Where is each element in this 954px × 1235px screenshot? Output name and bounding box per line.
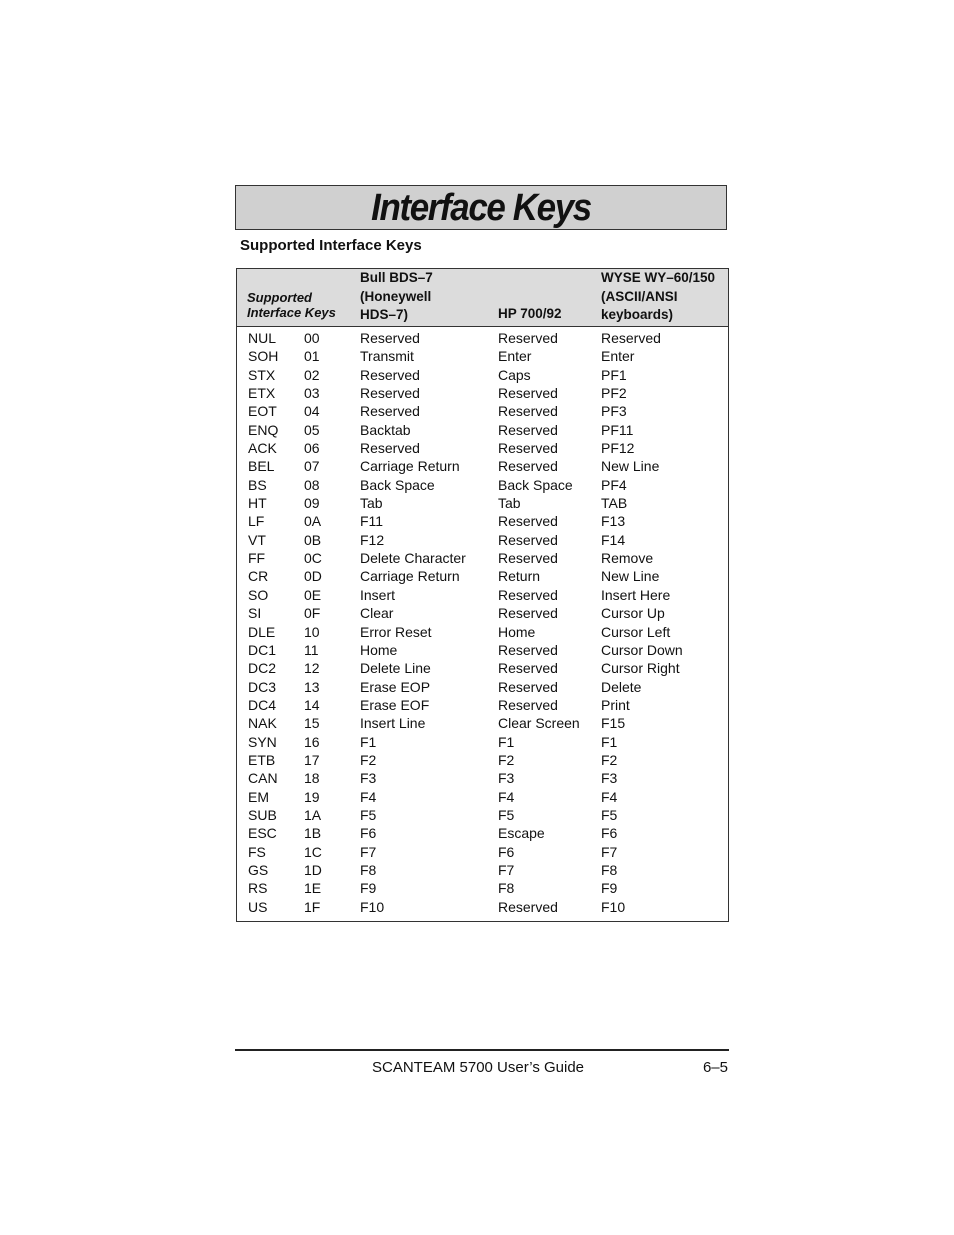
table-row xyxy=(237,494,728,512)
cell-control-code: EOT xyxy=(248,403,277,420)
cell-control-code: FS xyxy=(248,843,266,860)
cell-wyse-key: PF2 xyxy=(601,385,627,402)
table-row xyxy=(237,439,728,457)
cell-hp-key: Reserved xyxy=(498,385,558,402)
cell-wyse-key: Cursor Down xyxy=(601,641,683,658)
cell-wyse-key: PF12 xyxy=(601,440,635,457)
cell-control-code: SYN xyxy=(248,733,277,750)
cell-wyse-key: PF1 xyxy=(601,366,627,383)
cell-hp-key: F6 xyxy=(498,843,515,860)
cell-hex-value: 10 xyxy=(304,623,320,640)
cell-wyse-key: TAB xyxy=(601,495,628,512)
cell-hex-value: 16 xyxy=(304,733,320,750)
cell-wyse-key: F10 xyxy=(601,898,626,915)
cell-wyse-key: Delete xyxy=(601,678,642,695)
cell-wyse-key: F14 xyxy=(601,531,626,548)
cell-hp-key: Reserved xyxy=(498,898,558,915)
cell-hex-value: 13 xyxy=(304,678,320,695)
header-hp-700-92: HP 700/92 xyxy=(498,306,562,321)
cell-bull-key: Reserved xyxy=(360,330,420,346)
table-row xyxy=(237,769,728,787)
table-row xyxy=(237,678,728,696)
header-wyse-line: keyboards) xyxy=(601,307,674,322)
cell-bull-key: F7 xyxy=(360,843,377,860)
cell-control-code: DC1 xyxy=(248,641,277,658)
cell-hp-key: Reserved xyxy=(498,421,558,438)
cell-hp-key: Home xyxy=(498,623,536,640)
table-row xyxy=(237,512,728,530)
cell-bull-key: Error Reset xyxy=(360,623,432,640)
cell-hex-value: 1B xyxy=(304,825,322,842)
cell-wyse-key: F7 xyxy=(601,843,618,860)
cell-bull-key: Transmit xyxy=(360,348,414,365)
cell-bull-key: F8 xyxy=(360,861,377,878)
table-row xyxy=(237,531,728,549)
table-row xyxy=(237,898,728,916)
cell-hp-key: Reserved xyxy=(498,696,558,713)
cell-hex-value: 1E xyxy=(304,880,322,897)
cell-wyse-key: F2 xyxy=(601,751,618,768)
cell-hp-key: Caps xyxy=(498,366,531,383)
cell-wyse-key: F13 xyxy=(601,513,626,530)
header-keys-line: Supported xyxy=(247,290,312,305)
cell-wyse-key: New Line xyxy=(601,568,660,585)
cell-control-code: CAN xyxy=(248,770,278,787)
cell-bull-key: Reserved xyxy=(360,385,420,402)
cell-control-code: ACK xyxy=(248,440,277,457)
interface-keys-table xyxy=(236,268,729,922)
table-row xyxy=(237,696,728,714)
cell-wyse-key: Cursor Left xyxy=(601,623,671,640)
table-row xyxy=(237,586,728,604)
table-row xyxy=(237,421,728,439)
table-row xyxy=(237,806,728,824)
page-title: Interface Keys xyxy=(371,187,591,229)
table-row xyxy=(237,347,728,365)
cell-hex-value: 18 xyxy=(304,770,320,787)
cell-bull-key: Reserved xyxy=(360,440,420,457)
cell-control-code: ETB xyxy=(248,751,276,768)
cell-control-code: ESC xyxy=(248,825,277,842)
header-bull-line: Bull BDS–7 xyxy=(360,270,433,285)
cell-hex-value: 05 xyxy=(304,421,320,438)
table-header xyxy=(237,269,728,327)
cell-hex-value: 14 xyxy=(304,696,320,713)
cell-hex-value: 1C xyxy=(304,843,322,860)
cell-bull-key: Carriage Return xyxy=(360,458,460,475)
cell-bull-key: F1 xyxy=(360,733,377,750)
header-bull-line: HDS–7) xyxy=(360,307,409,322)
cell-bull-key: F11 xyxy=(360,513,384,530)
header-keys-line: Interface Keys xyxy=(247,305,336,320)
cell-control-code: RS xyxy=(248,880,268,897)
page-title-box xyxy=(235,185,727,230)
cell-hex-value: 0D xyxy=(304,568,322,585)
cell-wyse-key: PF4 xyxy=(601,476,627,493)
cell-hex-value: 09 xyxy=(304,495,320,512)
cell-hp-key: Reserved xyxy=(498,550,558,567)
cell-wyse-key: Enter xyxy=(601,348,635,365)
cell-hex-value: 08 xyxy=(304,476,320,493)
cell-bull-key: Back Space xyxy=(360,476,435,493)
cell-control-code: FF xyxy=(248,550,266,567)
cell-hp-key: Reserved xyxy=(498,403,558,420)
table-row xyxy=(237,329,728,347)
cell-bull-key: F6 xyxy=(360,825,377,842)
cell-wyse-key: Remove xyxy=(601,550,654,567)
cell-wyse-key: Print xyxy=(601,696,630,713)
cell-bull-key: Delete Line xyxy=(360,660,431,677)
cell-bull-key: Insert Line xyxy=(360,715,426,732)
cell-bull-key: Carriage Return xyxy=(360,568,460,585)
cell-bull-key: F4 xyxy=(360,788,377,805)
header-wyse-line: WYSE WY–60/150 xyxy=(601,270,716,285)
cell-wyse-key: PF11 xyxy=(601,421,634,438)
cell-hp-key: Reserved xyxy=(498,641,558,658)
cell-wyse-key: Reserved xyxy=(601,330,661,346)
table-row xyxy=(237,366,728,384)
cell-hex-value: 03 xyxy=(304,385,320,402)
cell-bull-key: F12 xyxy=(360,531,385,548)
cell-hex-value: 17 xyxy=(304,751,320,768)
cell-hp-key: Tab xyxy=(498,495,521,512)
cell-hp-key: F8 xyxy=(498,880,515,897)
cell-hp-key: Reserved xyxy=(498,605,558,622)
cell-wyse-key: F15 xyxy=(601,715,626,732)
cell-hp-key: F3 xyxy=(498,770,515,787)
table-row xyxy=(237,788,728,806)
cell-hex-value: 0A xyxy=(304,513,322,530)
cell-control-code: GS xyxy=(248,861,269,878)
cell-hex-value: 06 xyxy=(304,440,320,457)
cell-hex-value: 00 xyxy=(304,330,320,346)
cell-hex-value: 19 xyxy=(304,788,320,805)
cell-wyse-key: F8 xyxy=(601,861,618,878)
cell-bull-key: Backtab xyxy=(360,421,411,438)
table-row xyxy=(237,659,728,677)
table-row xyxy=(237,402,728,420)
cell-wyse-key: F9 xyxy=(601,880,618,897)
cell-control-code: SO xyxy=(248,586,269,603)
cell-control-code: DC3 xyxy=(248,678,277,695)
cell-bull-key: Reserved xyxy=(360,403,420,420)
table-row xyxy=(237,476,728,494)
cell-hex-value: 0C xyxy=(304,550,322,567)
cell-hp-key: Reserved xyxy=(498,440,558,457)
table-row xyxy=(237,714,728,732)
table-row xyxy=(237,623,728,641)
cell-hex-value: 12 xyxy=(304,660,320,677)
cell-hex-value: 02 xyxy=(304,366,320,383)
cell-hp-key: Reserved xyxy=(498,678,558,695)
table-body xyxy=(237,329,728,916)
cell-hp-key: F5 xyxy=(498,806,515,823)
footer-page-number: 6–5 xyxy=(702,1059,728,1076)
cell-hp-key: F7 xyxy=(498,861,515,878)
cell-hp-key: Enter xyxy=(498,348,532,365)
cell-hex-value: 07 xyxy=(304,458,320,475)
cell-hex-value: 1D xyxy=(304,861,322,878)
cell-hex-value: 1F xyxy=(304,898,321,915)
footer-divider xyxy=(235,1049,729,1051)
cell-hex-value: 01 xyxy=(304,348,320,365)
cell-control-code: EM xyxy=(248,788,269,805)
cell-bull-key: F2 xyxy=(360,751,377,768)
cell-bull-key: F9 xyxy=(360,880,377,897)
cell-control-code: SI xyxy=(248,605,262,622)
cell-bull-key: Insert xyxy=(360,586,396,603)
cell-control-code: DC2 xyxy=(248,660,277,677)
cell-wyse-key: F4 xyxy=(601,788,618,805)
table-row xyxy=(237,733,728,751)
cell-bull-key: F3 xyxy=(360,770,377,787)
cell-hp-key: Clear Screen xyxy=(498,715,580,732)
cell-hex-value: 0F xyxy=(304,605,321,622)
cell-hp-key: Reserved xyxy=(498,531,558,548)
cell-hp-key: F1 xyxy=(498,733,515,750)
header-supported-interface-keys xyxy=(247,290,336,320)
header-wyse-wy60-150 xyxy=(601,269,715,325)
header-bull-line: (Honeywell xyxy=(360,288,432,304)
cell-hp-key: F2 xyxy=(498,751,515,768)
cell-hex-value: 1A xyxy=(304,806,322,823)
cell-bull-key: Erase EOF xyxy=(360,696,430,713)
header-bull-bds7 xyxy=(360,269,433,325)
cell-control-code: BS xyxy=(248,476,267,493)
cell-bull-key: F10 xyxy=(360,898,385,915)
table-row xyxy=(237,457,728,475)
cell-hex-value: 0E xyxy=(304,586,322,603)
cell-hp-key: Back Space xyxy=(498,476,573,493)
table-row xyxy=(237,567,728,585)
cell-control-code: NUL xyxy=(248,330,277,346)
cell-hex-value: 04 xyxy=(304,403,320,420)
cell-control-code: NAK xyxy=(248,715,277,732)
cell-bull-key: F5 xyxy=(360,806,377,823)
cell-control-code: VT xyxy=(248,531,266,548)
cell-bull-key: Home xyxy=(360,641,398,658)
cell-control-code: SOH xyxy=(248,348,279,365)
cell-wyse-key: PF3 xyxy=(601,403,627,420)
table-row xyxy=(237,879,728,897)
cell-control-code: ENQ xyxy=(248,421,279,438)
cell-hp-key: Escape xyxy=(498,825,545,842)
cell-hp-key: Return xyxy=(498,568,541,585)
cell-wyse-key: Cursor Right xyxy=(601,660,680,677)
cell-wyse-key: F1 xyxy=(601,733,618,750)
header-wyse-line: (ASCII/ANSI xyxy=(601,288,678,304)
cell-control-code: BEL xyxy=(248,458,275,475)
cell-hp-key: Reserved xyxy=(498,513,558,530)
cell-hp-key: Reserved xyxy=(498,586,558,603)
cell-wyse-key: F5 xyxy=(601,806,618,823)
cell-wyse-key: F6 xyxy=(601,825,618,842)
cell-control-code: DLE xyxy=(248,623,276,640)
cell-wyse-key: New Line xyxy=(601,458,660,475)
table-row xyxy=(237,824,728,842)
cell-control-code: LF xyxy=(248,513,265,530)
cell-bull-key: Reserved xyxy=(360,366,420,383)
cell-hp-key: Reserved xyxy=(498,458,558,475)
cell-hex-value: 15 xyxy=(304,715,320,732)
cell-control-code: HT xyxy=(248,495,267,512)
cell-bull-key: Delete Character xyxy=(360,550,466,567)
table-row xyxy=(237,641,728,659)
footer-guide-title: SCANTEAM 5700 User’s Guide xyxy=(372,1059,585,1076)
cell-control-code: CR xyxy=(248,568,269,585)
cell-hex-value: 0B xyxy=(304,531,322,548)
cell-hp-key: Reserved xyxy=(498,660,558,677)
cell-hp-key: F4 xyxy=(498,788,515,805)
cell-control-code: SUB xyxy=(248,806,277,823)
cell-control-code: ETX xyxy=(248,385,276,402)
cell-wyse-key: Cursor Up xyxy=(601,605,665,622)
cell-bull-key: Tab xyxy=(360,495,383,512)
cell-wyse-key: Insert Here xyxy=(601,586,671,603)
section-heading: Supported Interface Keys xyxy=(240,237,422,254)
cell-hex-value: 11 xyxy=(304,641,319,658)
table-row xyxy=(237,384,728,402)
table-row xyxy=(237,549,728,567)
cell-control-code: DC4 xyxy=(248,696,277,713)
table-row xyxy=(237,861,728,879)
cell-control-code: STX xyxy=(248,366,276,383)
table-row xyxy=(237,843,728,861)
cell-bull-key: Clear xyxy=(360,605,394,622)
cell-wyse-key: F3 xyxy=(601,770,618,787)
cell-control-code: US xyxy=(248,898,268,915)
table-row xyxy=(237,751,728,769)
table-row xyxy=(237,604,728,622)
cell-bull-key: Erase EOP xyxy=(360,678,431,695)
cell-hp-key: Reserved xyxy=(498,330,558,346)
